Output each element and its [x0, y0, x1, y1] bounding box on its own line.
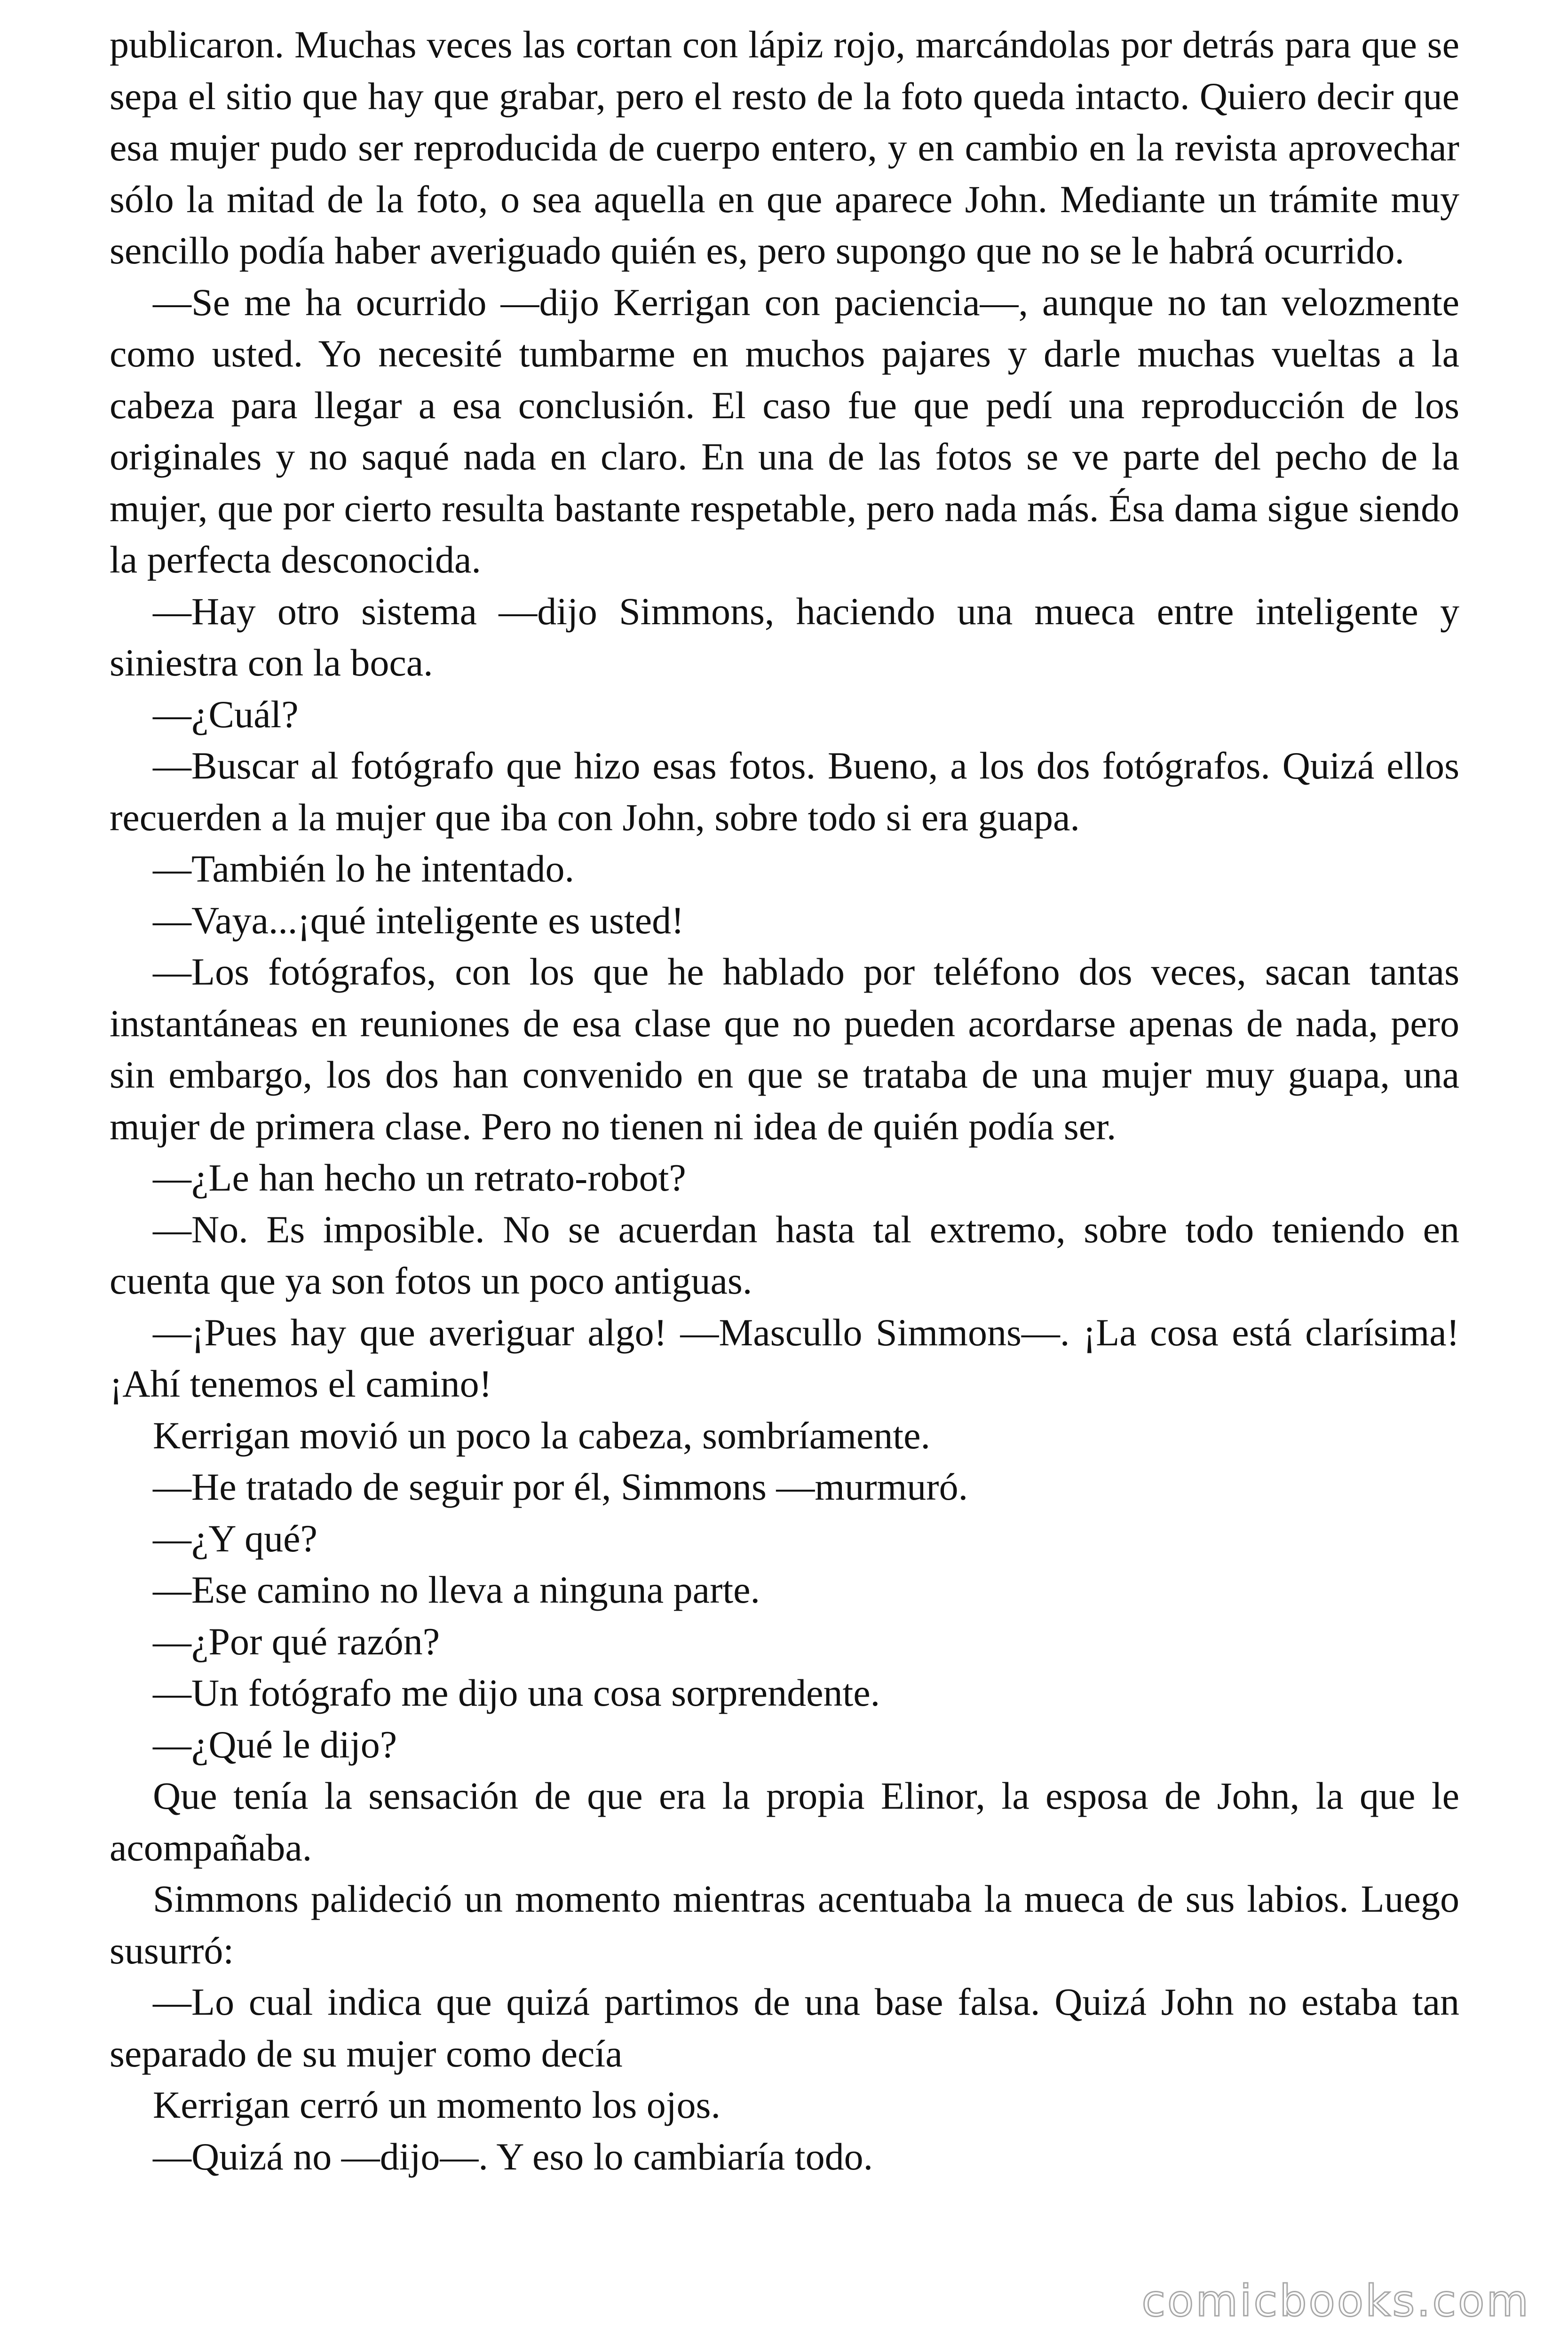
paragraph: —¿Y qué?: [153, 1517, 317, 1560]
paragraph: Simmons palideció un momento mientras acentuaba la mueca de sus labios. Luego susurró:: [110, 1877, 1459, 1972]
paragraph: —Los fotógrafos, con los que he hablado por teléfono dos veces, sacan tantas instantáneas en reuniones de esa clase que no pueden acordarse apenas de nada, pero sin embargo, los dos han convenido en que se trataba de una mujer muy guapa, una mujer de primera clase. Pero no tienen ni idea de quién podía ser.: [110, 950, 1459, 1148]
paragraph: —No. Es imposible. No se acuerdan hasta tal extremo, sobre todo teniendo en cuenta que ya son fotos un poco antiguas.: [110, 1208, 1459, 1302]
paragraph: —He tratado de seguir por él, Simmons —murmuró.: [153, 1465, 968, 1508]
paragraph: publicaron. Muchas veces las cortan con lápiz rojo, marcándolas por detrás para que se sepa el sitio que hay que grabar, pero el resto de la foto queda intacto. Quiero decir que esa mujer pudo ser reproducida de cuerpo entero, y en cambio en la revista aprovechar sólo la mitad de la foto, o sea aquella en que aparece John. Mediante un trámite muy sencillo podía haber averiguado quién es, pero supongo que no se le habrá ocurrido.: [110, 23, 1459, 272]
paragraph: —¿Qué le dijo?: [153, 1723, 397, 1766]
paragraph: —Buscar al fotógrafo que hizo esas fotos. Bueno, a los dos fotógrafos. Quizá ellos recuerden a la mujer que iba con John, sobre todo si era guapa.: [110, 744, 1459, 839]
paragraph: —Un fotógrafo me dijo una cosa sorprendente.: [153, 1671, 880, 1714]
paragraph: —Lo cual indica que quizá partimos de una base falsa. Quizá John no estaba tan separado de su mujer como decía: [110, 1980, 1459, 2075]
paragraph: —¿Por qué razón?: [153, 1620, 440, 1663]
watermark: comicbooks.com: [1141, 2276, 1530, 2326]
page-body: [110, 19, 1459, 2182]
paragraph: Kerrigan cerró un momento los ojos.: [153, 2083, 721, 2126]
paragraph: —¡Pues hay que averiguar algo! —Mascullo Simmons—. ¡La cosa está clarísima! ¡Ahí tenemos el camino!: [110, 1311, 1459, 1405]
paragraph: —¿Le han hecho un retrato-robot?: [153, 1156, 686, 1199]
paragraph: —Se me ha ocurrido —dijo Kerrigan con paciencia—, aunque no tan velozmente como usted. Yo necesité tumbarme en muchos pajares y darle muchas vueltas a la cabeza para llegar a esa conclusión. El caso fue que pedí una reproducción de los originales y no saqué nada en claro. En una de las fotos se ve parte del pecho de la mujer, que por cierto resulta bastante respetable, pero nada más. Ésa dama sigue siendo la perfecta desconocida.: [110, 280, 1459, 581]
paragraph: —¿Cuál?: [153, 692, 299, 736]
paragraph: —Vaya...¡qué inteligente es usted!: [153, 898, 684, 942]
paragraph: Kerrigan movió un poco la cabeza, sombríamente.: [153, 1414, 931, 1457]
paragraph: —Hay otro sistema —dijo Simmons, haciendo una mueca entre inteligente y siniestra con la boca.: [110, 589, 1459, 684]
paragraph: —Ese camino no lleva a ninguna parte.: [153, 1568, 760, 1611]
paragraph: Que tenía la sensación de que era la propia Elinor, la esposa de John, la que le acompañaba.: [110, 1774, 1459, 1869]
paragraph: —Quizá no —dijo—. Y eso lo cambiaría todo.: [153, 2135, 873, 2178]
paragraph: —También lo he intentado.: [153, 847, 575, 890]
